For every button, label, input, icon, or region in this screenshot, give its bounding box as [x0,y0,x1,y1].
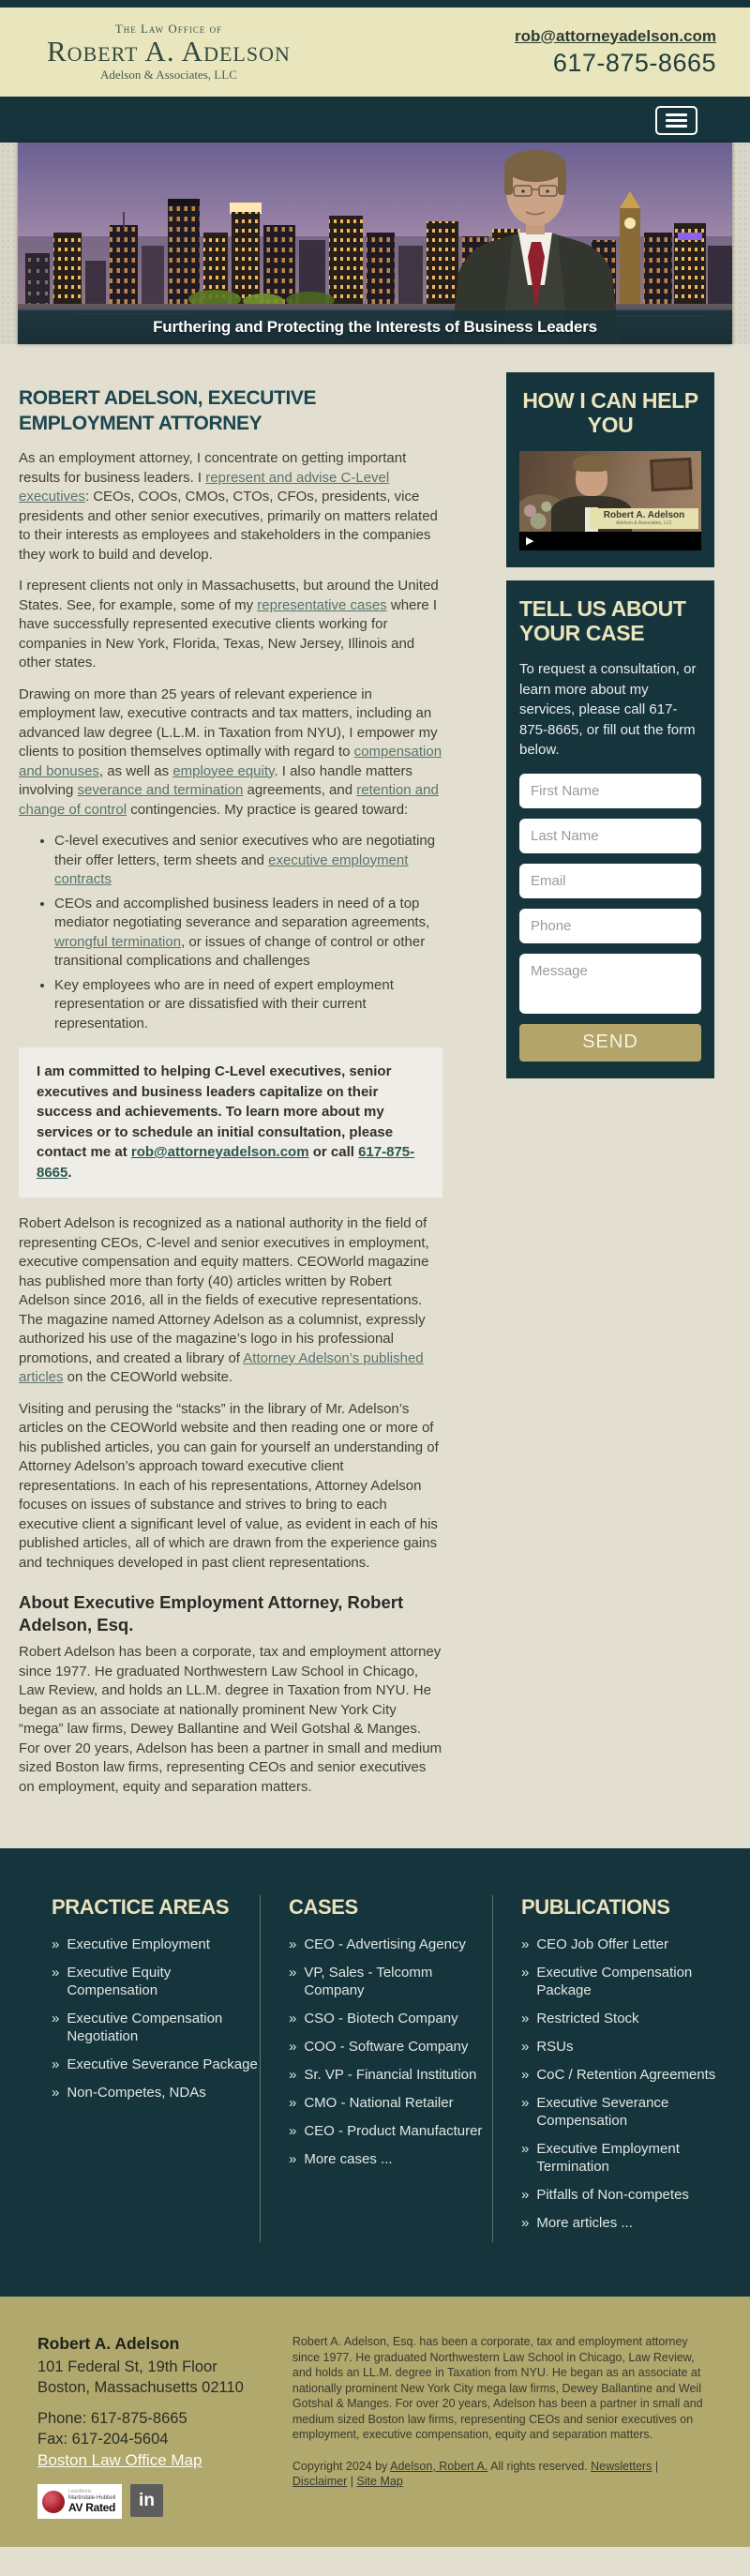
header-contact [515,27,716,78]
footer-link[interactable]: More articles ... [536,2215,633,2231]
email-input[interactable] [519,864,701,898]
footer-link[interactable]: Executive Severance Package [67,2056,258,2072]
page-title: ROBERT ADELSON, EXECUTIVE EMPLOYMENT ATTORNEY [19,387,317,434]
badge-name: Martindale-Hubbell [68,2495,116,2501]
video-control-bar[interactable] [519,532,701,550]
help-box [506,372,714,567]
text-segment: or call [308,1144,359,1160]
footer-bio-block [292,2334,714,2519]
inline-link[interactable]: Newsletters [591,2459,652,2473]
list-item [521,1936,750,1953]
logo-name: Robert A. Adelson [47,35,291,68]
chevron-icon: » [52,2056,60,2072]
send-button[interactable]: SEND [519,1024,701,1062]
article-column [19,372,442,1809]
video-name-caption: Robert A. Adelson [603,510,685,520]
linkedin-icon[interactable]: in [130,2484,163,2517]
footer-link[interactable]: Executive Employment Termination [536,2141,680,2175]
av-rated-badge[interactable] [38,2484,122,2519]
footer-link[interactable]: Sr. VP - Financial Institution [304,2067,477,2083]
list-item [521,2214,750,2232]
play-icon[interactable]: ▶ [526,535,534,547]
list-item [54,832,442,890]
footer-link-list [521,1936,750,2232]
inline-link[interactable]: represent and advise C-Level executives [19,469,390,505]
chevron-icon: » [289,2011,297,2026]
list-item [521,2140,750,2176]
chevron-icon: » [289,2039,297,2055]
footer-practice-areas [0,1895,260,2242]
footer-link[interactable]: Pitfalls of Non-competes [536,2187,689,2203]
footer-column-title: CASES [289,1895,358,1919]
list-item [521,2010,750,2027]
list-item [52,2010,260,2045]
list-item [52,2056,260,2073]
text-segment: agreements, and [243,782,357,798]
paragraph [19,449,442,565]
text-segment: : CEOs, COOs, CMOs, CTOs, CFOs, presidents, vice presidents and other senior executives, primarily on matters related to their interests as employees and stakeholders in the companies they work to build and develop. [19,489,438,563]
paragraph [19,577,442,673]
list-item [52,1964,260,1999]
video-sub-caption: Adelson & Associates, LLC [615,520,673,526]
text-segment: | [652,2459,659,2473]
footer-link[interactable]: Executive Equity Compensation [67,1965,172,1998]
footer-link[interactable]: Restricted Stock [536,2011,639,2026]
inline-link[interactable]: severance and termination [77,782,244,798]
text-segment: All rights reserved. [488,2459,592,2473]
last-name-input[interactable] [519,819,701,853]
list-item [289,2066,492,2084]
site-header [0,8,750,97]
text-segment: on the CEOWorld website. [63,1369,233,1385]
about-heading: About Executive Employment Attorney, Robert Adelson, Esq. [19,1592,404,1634]
footer-column-title: PUBLICATIONS [521,1895,670,1919]
contact-form [519,774,701,1062]
paragraph [19,1643,442,1797]
main-navbar [0,97,750,143]
list-item [521,2038,750,2056]
contact-box-title: TELL US ABOUT YOUR CASE [519,596,686,645]
inline-link[interactable]: 617-875-8665 [37,1144,415,1181]
inline-link[interactable]: retention and change of control [19,782,439,818]
chevron-icon: » [52,1936,60,1952]
chevron-icon: » [521,1936,530,1952]
list-item [521,2186,750,2204]
chevron-icon: » [521,2011,530,2026]
attorney-hair [573,455,610,472]
paragraph [19,1214,442,1388]
wall-picture [650,458,693,491]
bottom-footer [0,2297,750,2547]
chevron-icon: » [521,2187,530,2203]
text-segment: , or issues of change of control or other transitional complications and challenges [54,933,426,969]
list-item [289,2122,492,2140]
chevron-icon: » [289,2123,297,2139]
inline-link[interactable]: wrongful termination [54,933,182,950]
attorney-name: Robert A. Adelson [38,2334,180,2353]
footer-link[interactable]: Non-Competes, NDAs [67,2085,206,2101]
header-email-link[interactable]: rob@attorneyadelson.com [515,26,716,45]
footer-link[interactable]: CEO - Product Manufacturer [304,2123,483,2139]
inline-link[interactable]: executive employment contracts [54,851,409,887]
intro-video-player[interactable] [519,451,701,550]
inline-link[interactable]: compensation and bonuses [19,744,442,779]
list-item [521,2094,750,2130]
first-name-input[interactable] [519,774,701,808]
text-segment: where I have successfully represented executive clients working for companies in New York, Florida, Texas, New Jersey, Illinois and other states. [19,596,438,670]
text-segment: As an employment attorney, I concentrate on getting important results for business leaders. I [19,450,407,486]
footer-link[interactable]: RSUs [536,2039,574,2055]
footer-link[interactable]: Executive Employment [67,1936,210,1952]
practice-bullet-list [19,832,442,1033]
logo-firm: Adelson & Associates, LLC [99,67,237,82]
chevron-icon: » [52,1965,60,1981]
footer-link[interactable]: Executive Compensation Package [536,1965,693,1998]
list-item [54,895,442,972]
hero-image [18,143,732,344]
office-phone: Phone: 617-875-8665 [38,2410,188,2427]
text-segment: I am committed to helping C-Level executives, senior executives and business leaders capitalize on their success and achievements. To learn more about my services or to schedule an initial consultation, please contact me at [37,1063,394,1160]
footer-cases [260,1895,492,2242]
text-segment: Drawing on more than 25 years of relevant experience in employment law, executive contracts and tax matters, including an advanced law degree (L.L.M. in Taxation from NYU), I empower my clients to position themselves optimally with regard to [19,685,438,760]
footer-link[interactable]: More cases ... [304,2151,393,2167]
text-segment: . [68,1164,72,1181]
footer-link[interactable]: CSO - Biotech Company [304,2011,458,2026]
footer-link[interactable]: VP, Sales - Telcomm Company [304,1965,433,1998]
message-input[interactable] [519,954,701,1014]
inline-link[interactable]: Attorney Adelson’s published articles [19,1349,424,1385]
inline-link[interactable]: Site Map [356,2475,403,2488]
text-segment: Robert Adelson has been a corporate, tax and employment attorney since 1977. He graduated Northwestern Law School in Chicago, Law Review, and holds an LL.M. degree in Taxation from NYU. He began as an associate at nationally prominent New York City “mega” law firms, Dewey Ballantine and Weil Gotshal & Manges. For over 20 years, Adelson has been a partner in small and medium sized Boston law firms, representing CEOs and senior executives on employment, equity and separation matters. [19,1644,442,1795]
chevron-icon: » [52,2085,60,2101]
main-content [0,344,750,1848]
list-item [289,2010,492,2027]
chevron-icon: » [521,1965,530,1981]
contact-box [506,580,714,1078]
hamburger-icon [666,113,687,116]
chevron-icon: » [289,2151,297,2167]
chevron-icon: » [52,2011,60,2026]
list-item [52,2084,260,2101]
hamburger-menu-button[interactable] [655,106,698,135]
chevron-icon: » [289,1936,297,1952]
list-item [289,2150,492,2168]
video-lower-third [590,508,698,529]
phone-input[interactable] [519,909,701,943]
header-phone: 617-875-8665 [552,48,716,77]
chevron-icon: » [521,2095,530,2111]
address-line-1: 101 Federal St, 19th Floor [38,2358,218,2375]
footer-link[interactable]: Executive Compensation Negotiation [67,2011,223,2044]
paragraph [19,685,442,821]
list-item [289,1936,492,1953]
footer-link-list [289,1936,492,2168]
hero-section [0,143,750,344]
video-thumbnail[interactable] [519,451,701,532]
footer-link[interactable]: CEO - Advertising Agency [304,1936,466,1952]
chevron-icon: » [289,2095,297,2111]
inline-link[interactable]: rob@attorneyadelson.com [130,1144,309,1160]
chevron-icon: » [521,2039,530,2055]
inline-link[interactable]: Adelson, Robert A. [390,2459,488,2473]
site-footer [0,1848,750,2297]
list-item [289,2094,492,2112]
hero-tagline: Furthering and Protecting the Interests of Business Leaders [18,310,732,344]
text-segment: | [347,2475,357,2488]
copyright-line [292,2459,714,2490]
commitment-callout [19,1047,442,1198]
inline-link[interactable]: representative cases [257,596,387,613]
logo-tagline: The Law Office of [114,22,223,37]
list-item [521,2066,750,2084]
text-segment: Robert Adelson is recognized as a national authority in the field of representing CEOs, C-level and senior executives in employment, executive compensation and equity matters. CEOWorld magazine has published more than forty (40) articles written by Robert Adelson since 2016, all in the fields of executive representations. The magazine named Attorney Adelson as a columnist, expressly authorized his use of the magazine’s logo in his professional promotions, and created a library of [19,1215,429,1366]
attorney-bio: Robert A. Adelson, Esq. has been a corporate, tax and employment attorney since 1977. He graduated Northwestern Law School in Chicago, Law Review, and holds an LL.M. degree in Taxation from NYU. He began as an associate at nationally prominent New York City mega law firms, Dewey Ballantine and Weil Gotshal & Manges. For over 20 years, Adelson has been a partner in small and medium sized Boston law firms, representing CEOs and senior executives on employment, executive compensation, equity and separation matters. [292,2335,703,2441]
chevron-icon: » [521,2067,530,2083]
footer-link[interactable]: COO - Software Company [304,2039,469,2055]
list-item [289,1964,492,1999]
help-box-title: HOW I CAN HELP YOU [522,388,698,437]
office-map-link[interactable]: Boston Law Office Map [38,2451,202,2469]
phone-fax-block [38,2408,251,2449]
text-segment: CEOs and accomplished business leaders in need of a top mediator negotiating severance and separation agreements, [54,895,430,930]
footer-link[interactable]: CoC / Retention Agreements [536,2067,716,2083]
text-segment: Copyright 2024 by [292,2459,391,2473]
chevron-icon: » [521,2141,530,2157]
office-info [38,2334,251,2519]
text-segment: Key employees who are in need of expert employment representation or are dissatisfied with their current representation. [54,976,394,1032]
badge-brand: LexisNexis [68,2489,92,2494]
list-item [54,976,442,1034]
text-segment: I represent clients not only in Massachusetts, but around the United States. See, for example, some of my [19,578,439,613]
footer-publications [492,1895,750,2242]
chevron-icon: » [289,2067,297,2083]
footer-column-title: PRACTICE AREAS [52,1895,230,1919]
list-item [521,1964,750,1999]
inline-link[interactable]: Disclaimer [292,2475,348,2488]
office-fax: Fax: 617-204-5604 [38,2431,169,2448]
sidebar [506,372,714,1092]
text-segment: . I also handle matters involving [19,762,412,798]
text-segment: contingencies. My practice is geared toward: [127,801,409,818]
contact-intro-text: To request a consultation, or learn more about my services, please call 617-875-8665, or fill out the form below. [519,661,697,758]
list-item [289,2038,492,2056]
address-line-2: Boston, Massachusetts 02110 [38,2379,244,2396]
martindale-logo-icon [42,2491,65,2513]
footer-link[interactable]: Executive Severance Compensation [536,2095,669,2129]
text-segment: Visiting and perusing the “stacks” in the library of Mr. Adelson’s articles on the CEOWorld website and then reading one or more of his published articles, you can gain for yourself an understanding of Attorney Adelson’s approach toward executive client representations. In each of his representations, Attorney Adelson focuses on issues of substance and strives to bring to each executive client a significant level of value, as evident in each of his published articles, all of which are drawn from the experience gains and techniques developed in past client representations. [19,1400,439,1571]
text-segment: C-level executives and senior executives who are negotiating their offer letters, term sheets and [54,833,436,868]
badge-row [38,2484,251,2519]
chevron-icon: » [289,1965,297,1981]
text-segment: , as well as [98,762,173,779]
footer-link[interactable]: CEO Job Offer Letter [536,1936,668,1952]
footer-link-list [52,1936,260,2101]
chevron-icon: » [521,2215,530,2231]
site-logo[interactable] [47,22,291,83]
badge-rating: AV Rated [68,2501,116,2514]
list-item [52,1936,260,1953]
top-accent-bar [0,0,750,8]
inline-link[interactable]: employee equity [172,762,275,779]
paragraph [19,1400,442,1574]
footer-link[interactable]: CMO - National Retailer [304,2095,454,2111]
